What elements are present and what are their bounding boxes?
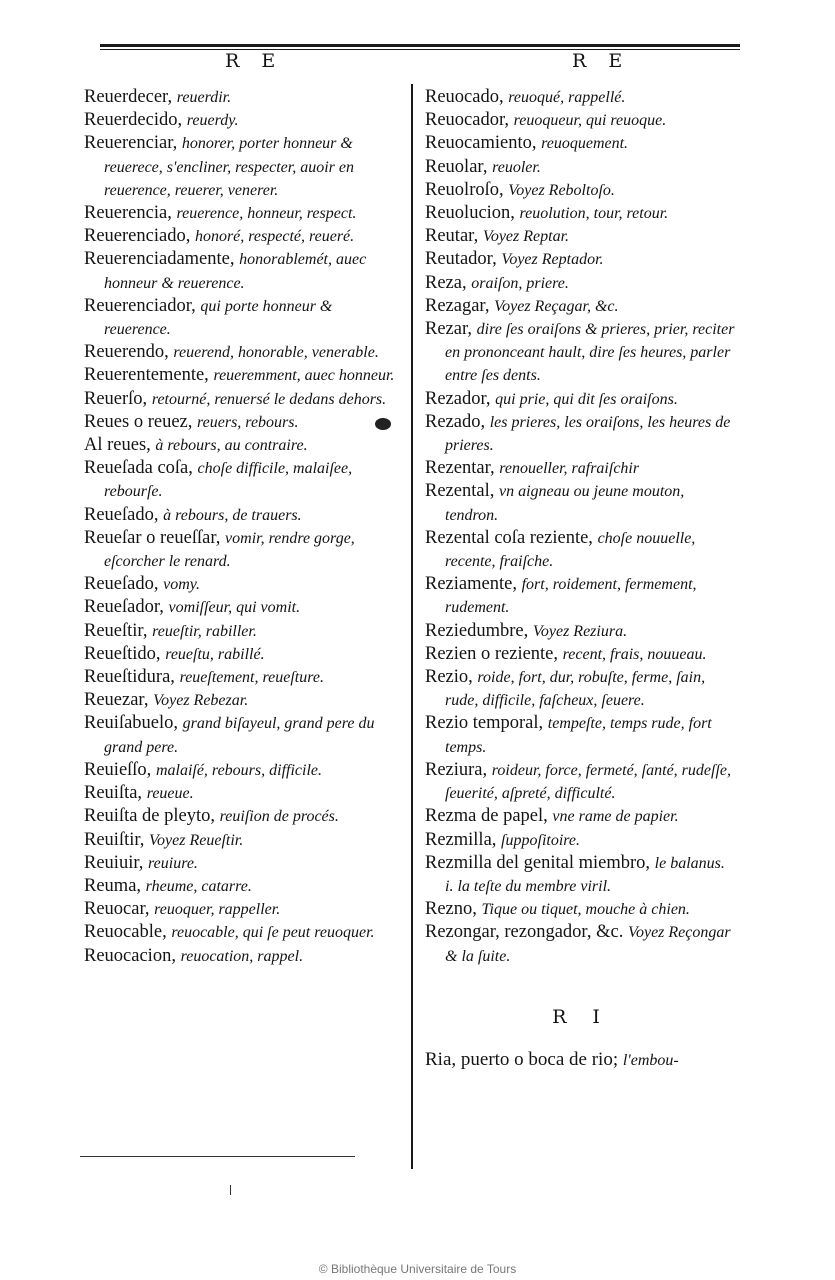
right-column (425, 86, 737, 1072)
headword: Reza, (425, 272, 467, 293)
headword: Rezador, (425, 388, 491, 409)
definition: reuoqueur, qui reuoque. (513, 112, 667, 130)
definition: vomy. (163, 576, 200, 594)
headword: Reueſado, (84, 574, 159, 595)
headword: Rezar, (425, 319, 473, 340)
dictionary-entry (425, 318, 737, 388)
dictionary-entry (425, 666, 737, 712)
headword: Ria, puerto o boca de rio; (425, 1048, 619, 1070)
library-credit: © Bibliothèque Universitaire de Tours (318, 1262, 517, 1276)
headword: Reuerſo, (84, 388, 148, 409)
definition: roideur, force, fermeté, ſanté, rudeſſe, ſeuerité, aſpreté, difficulté. (445, 761, 731, 803)
definition: qui porte honneur & reuerence. (104, 297, 333, 339)
dictionary-entry (84, 620, 402, 643)
dictionary-entry (84, 829, 402, 852)
dictionary-entry (425, 712, 737, 758)
dictionary-entry (84, 898, 402, 921)
running-head-left: R E (225, 50, 284, 72)
dictionary-entry (425, 295, 737, 318)
definition: Voyez Reboltoſo. (508, 181, 615, 199)
dictionary-entry (425, 388, 737, 411)
dictionary-entry (425, 225, 737, 248)
headword: Rezio temporal, (425, 713, 544, 734)
dictionary-entry (84, 364, 402, 387)
headword: Reziedumbre, (425, 620, 529, 641)
definition: retourné, renuersé le dedans dehors. (151, 390, 387, 408)
headword: Rezma de papel, (425, 806, 548, 827)
dictionary-entry (84, 434, 402, 457)
definition: Voyez Reueſtir. (149, 831, 244, 849)
headword: Reuerendo, (84, 342, 169, 363)
definition: reuerdy. (186, 112, 239, 130)
headword: Rezental coſa reziente, (425, 527, 593, 548)
dictionary-entry (425, 86, 737, 109)
dictionary-entry (425, 109, 737, 132)
definition: rheume, catarre. (145, 877, 252, 895)
headword: Reuocador, (425, 110, 510, 131)
dictionary-entry (425, 411, 737, 457)
dictionary-entry (425, 480, 737, 526)
definition: grand biſayeul, grand pere du grand pere. (104, 715, 375, 756)
column-rule (411, 84, 413, 1169)
definition: honorer, porter honneur & reuerece, s'encliner, respecter, auoir en reuerence, reuerer, venerer. (104, 135, 355, 199)
definition: reuiſion de procés. (219, 808, 339, 826)
dictionary-entry (84, 573, 402, 596)
definition: reuocation, rappel. (180, 947, 304, 965)
definition: vomir, rendre gorge, eſcorcher le renard. (104, 529, 355, 571)
dictionary-entry (84, 341, 402, 364)
definition: vn aigneau ou jeune mouton, tendron. (445, 483, 685, 524)
dictionary-entry (425, 132, 737, 155)
definition: tempeſte, temps rude, fort temps. (445, 715, 712, 756)
definition: reuiure. (148, 854, 198, 872)
definition: Voyez Reçagar, &c. (494, 297, 619, 315)
dictionary-entry (84, 295, 402, 341)
headword: Rezental, (425, 481, 495, 502)
dictionary-entry (425, 620, 737, 643)
definition: renoueller, rafraiſchir (499, 460, 640, 478)
dictionary-entry (84, 712, 402, 758)
headword: Reziura, (425, 759, 488, 780)
dictionary-entry (84, 411, 402, 434)
dictionary-entry (425, 179, 737, 202)
definition: à rebours, au contraire. (155, 437, 308, 455)
dictionary-entry (84, 132, 402, 202)
definition: Voyez Reziura. (532, 622, 628, 640)
headword: Reuerenciador, (84, 295, 196, 316)
dictionary-entry (425, 156, 737, 179)
definition: reuocable, qui ſe peut reuoquer. (171, 924, 375, 942)
headword: Al reues, (84, 435, 151, 456)
dictionary-entry (84, 86, 402, 109)
definition: reuerend, honorable, venerable. (173, 344, 379, 362)
definition: Voyez Reptar. (482, 228, 570, 246)
headword: Reuerdecer, (84, 87, 173, 107)
section-heading: R I (552, 1005, 610, 1028)
dictionary-entry (425, 1048, 737, 1072)
headword: Reuocable, (84, 922, 167, 943)
dictionary-entry (425, 457, 737, 480)
definition: vomiſſeur, qui vomit. (168, 599, 301, 617)
definition: reuolution, tour, retour. (519, 205, 669, 223)
definition: reuers, rebours. (197, 413, 299, 431)
headword: Reuocado, (425, 87, 504, 107)
headword: Reuezar, (84, 690, 149, 711)
definition: dire ſes oraiſons & prieres, prier, reciter en prononceant hault, dire ſes heures, parler entre ſes dents. (445, 321, 735, 385)
headword: Rezmilla del genital miembro, (425, 852, 651, 873)
headword: Reueſador, (84, 597, 164, 618)
dictionary-entry (84, 643, 402, 666)
dictionary-entry (84, 527, 402, 573)
top-rule-thin (100, 49, 740, 50)
running-head-right: R E (572, 50, 631, 72)
headword: Rezado, (425, 411, 486, 432)
definition: reueſtu, rabillé. (165, 645, 265, 663)
definition: reueue. (146, 785, 194, 803)
definition: les prieres, les oraiſons, les heures de prieres. (445, 413, 731, 455)
dictionary-entry (425, 898, 737, 921)
dictionary-entry (84, 388, 402, 411)
definition: le balanus. i. la teſte du membre viril. (445, 854, 725, 895)
headword: Reziamente, (425, 574, 517, 595)
headword: Rezio, (425, 667, 473, 688)
headword: Reutador, (425, 249, 497, 270)
dictionary-entry (425, 573, 737, 619)
headword: Rezagar, (425, 295, 490, 316)
headword: Reuolar, (425, 156, 488, 177)
dictionary-entry (84, 504, 402, 527)
definition: reueſtir, rabiller. (152, 622, 257, 640)
headword: Reueſar o reueſſar, (84, 527, 221, 548)
headword: Reuieſſo, (84, 759, 152, 780)
headword: Reuolucion, (425, 203, 515, 224)
definition: reuoler. (492, 158, 541, 176)
definition: reueremment, auec honneur. (213, 367, 395, 385)
headword: Reuma, (84, 875, 142, 896)
headword: Reuiſabuelo, (84, 713, 179, 734)
definition: choſe difficile, malaiſee, rebourſe. (104, 460, 353, 501)
definition: reuoquer, rappeller. (154, 901, 281, 919)
dictionary-entry (425, 527, 737, 573)
definition: qui prie, qui dit ſes oraiſons. (495, 390, 678, 408)
headword: Reuerentemente, (84, 365, 209, 386)
dictionary-entry (425, 248, 737, 271)
dictionary-entry (425, 921, 737, 967)
headword: Reuerenciado, (84, 226, 191, 247)
definition: reuoquement. (541, 135, 629, 153)
definition: reuerence, honneur, respect. (176, 205, 357, 223)
dictionary-entry (425, 852, 737, 898)
headword: Rezmilla, (425, 829, 497, 850)
left-column (84, 86, 402, 968)
top-rule (100, 44, 740, 47)
headword: Reuocar, (84, 899, 150, 920)
headword: Reuiſtir, (84, 829, 145, 850)
dictionary-entry (425, 829, 737, 852)
bottom-rule (80, 1156, 355, 1157)
definition: l'embou- (622, 1051, 679, 1069)
dictionary-entry (84, 782, 402, 805)
dictionary-entry (425, 202, 737, 225)
dictionary-entry (84, 248, 402, 294)
dictionary-entry (84, 875, 402, 898)
headword: Reueſtidura, (84, 667, 175, 688)
dictionary-entry (84, 457, 402, 503)
headword: Reueſada coſa, (84, 458, 193, 479)
headword: Reuiuir, (84, 852, 144, 873)
dictionary-entry (84, 945, 402, 968)
dictionary-entry (84, 596, 402, 619)
definition: à rebours, de trauers. (163, 506, 302, 524)
definition: Voyez Reçongar & la ſuite. (445, 924, 731, 965)
definition: honoré, respecté, reueré. (194, 228, 355, 246)
dictionary-entry (84, 759, 402, 782)
headword: Reuiſta de pleyto, (84, 806, 216, 827)
definition: honorablemét, auec honneur & reuerence. (104, 251, 367, 292)
headword: Rezno, (425, 899, 477, 920)
headword: Reues o reuez, (84, 411, 193, 432)
headword: Reuocacion, (84, 945, 176, 966)
headword: Reutar, (425, 226, 479, 247)
headword: Reuerenciadamente, (84, 249, 235, 270)
definition: reuoqué, rappellé. (508, 89, 626, 106)
dictionary-entry (425, 805, 737, 828)
definition: reuerdir. (176, 89, 232, 106)
definition: roide, fort, dur, robuſte, ferme, ſain, rude, difficile, faſcheux, ſeuere. (445, 669, 706, 710)
dictionary-entry (425, 759, 737, 805)
headword: Reuerenciar, (84, 133, 178, 154)
dictionary-entry (425, 272, 737, 295)
definition: ſuppoſitoire. (501, 831, 581, 849)
dictionary-entry (84, 202, 402, 225)
definition: choſe nouuelle, recente, fraiſche. (445, 529, 696, 571)
ink-mark (230, 1185, 231, 1195)
headword: Reuerdecido, (84, 110, 183, 131)
dictionary-entry (84, 852, 402, 875)
headword: Reueſtido, (84, 643, 161, 664)
definition: recent, frais, nouueau. (562, 645, 707, 663)
headword: Reueſado, (84, 504, 159, 525)
dictionary-entry (84, 689, 402, 712)
headword: Reuolroſo, (425, 179, 504, 200)
headword: Rezongar, rezongador, &c. (425, 922, 624, 943)
headword: Rezien o reziente, (425, 643, 559, 664)
dictionary-entry (84, 666, 402, 689)
dictionary-entry (84, 109, 402, 132)
definition: reueſtement, reueſture. (179, 669, 324, 687)
definition: Voyez Rebezar. (153, 692, 249, 710)
definition: Tique ou tiquet, mouche à chien. (481, 901, 690, 919)
definition: oraiſon, priere. (471, 274, 569, 292)
definition: fort, roidement, fermement, rudement. (445, 576, 697, 617)
headword: Reuiſta, (84, 783, 143, 804)
definition: Voyez Reptador. (501, 251, 604, 269)
dictionary-entry (425, 643, 737, 666)
headword: Reueſtir, (84, 620, 148, 641)
headword: Reuocamiento, (425, 133, 537, 154)
dictionary-entry (84, 805, 402, 828)
dictionary-entry (84, 225, 402, 248)
ink-blot (375, 418, 391, 430)
definition: malaiſé, rebours, difficile. (155, 761, 322, 779)
headword: Reuerencia, (84, 203, 172, 224)
dictionary-entry (84, 921, 402, 944)
definition: vne rame de papier. (552, 808, 679, 826)
headword: Rezentar, (425, 458, 495, 479)
